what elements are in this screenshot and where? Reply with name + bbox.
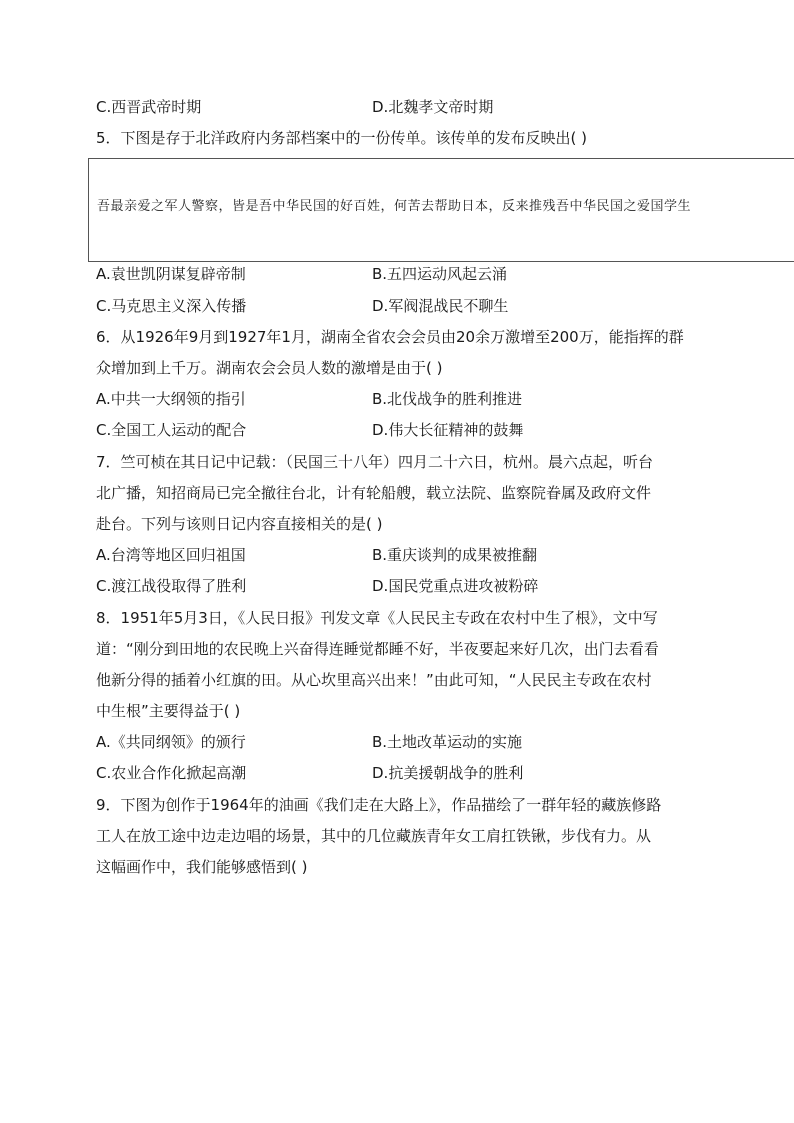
q5-source-text: 吾最亲爱之军人警察，皆是吾中华民国的好百姓，何苦去帮助日本，反来推残吾中华民国之爱国学生 [97,199,692,214]
q6-option-c: C.全国工人运动的配合 [96,421,247,439]
q6-option-d: D.伟大长征精神的鼓舞 [372,421,524,439]
q5-source-box [88,158,794,262]
q8-option-a: A.《共同纲领》的颁行 [96,733,246,751]
q8-stem-line-3: 他新分得的插着小红旗的田。从心坎里高兴出来！”由此可知，“人民民主专政在农村 [96,671,652,689]
q5-option-c: C.马克思主义深入传播 [96,297,247,315]
q8-option-c: C.农业合作化掀起高潮 [96,764,247,782]
q8-stem-line-2: 道：“刚分到田地的农民晚上兴奋得连睡觉都睡不好，半夜要起来好几次，出门去看看 [96,640,659,658]
q6-option-a: A.中共一大纲领的指引 [96,390,246,408]
q7-option-c: C.渡江战役取得了胜利 [96,577,247,595]
q7-option-a: A.台湾等地区回归祖国 [96,546,246,564]
q5-option-d: D.军阀混战民不聊生 [372,297,509,315]
q8-option-b: B.土地改革运动的实施 [372,733,523,751]
q5-stem: 5．下图是存于北洋政府内务部档案中的一份传单。该传单的发布反映出( ) [96,129,588,147]
q7-stem-line-2: 北广播，知招商局已完全撤往台北，计有轮船艘，载立法院、监察院眷属及政府文件 [96,484,652,502]
q5-option-a: A.袁世凯阴谋复辟帝制 [96,265,246,283]
q6-stem-line-2: 众增加到上千万。湖南农会会员人数的激增是由于( ) [96,359,443,377]
q7-option-b: B.重庆谈判的成果被推翻 [372,546,538,564]
q8-stem-line-4: 中生根”主要得益于( ) [96,702,241,720]
q7-option-d: D.国民党重点进攻被粉碎 [372,577,539,595]
q9-stem-line-3: 这幅画作中，我们能够感悟到( ) [96,858,308,876]
q5-option-b: B.五四运动风起云涌 [372,265,508,283]
q7-stem-line-3: 赴台。下列与该则日记内容直接相关的是( ) [96,515,383,533]
q8-option-d: D.抗美援朝战争的胜利 [372,764,524,782]
q4-option-d: D.北魏孝文帝时期 [372,98,494,116]
q6-option-b: B.北伐战争的胜利推进 [372,390,523,408]
q4-option-c: C.西晋武帝时期 [96,98,202,116]
q8-stem-line-1: 8．1951年5月3日，《人民日报》刊发文章《人民民主专政在农村中生了根》，文中写 [96,609,658,627]
q9-stem-line-2: 工人在放工途中边走边唱的场景，其中的几位藏族青年女工肩扛铁锹，步伐有力。从 [96,827,652,845]
q9-stem-line-1: 9．下图为创作于1964年的油画《我们走在大路上》，作品描绘了一群年轻的藏族修路 [96,796,662,814]
q7-stem-line-1: 7．竺可桢在其日记中记载：（民国三十八年）四月二十六日，杭州。晨六点起，听台 [96,453,654,471]
q6-stem-line-1: 6．从1926年9月到1927年1月，湖南全省农会会员由20余万激增至200万，能指挥的群 [96,328,684,346]
